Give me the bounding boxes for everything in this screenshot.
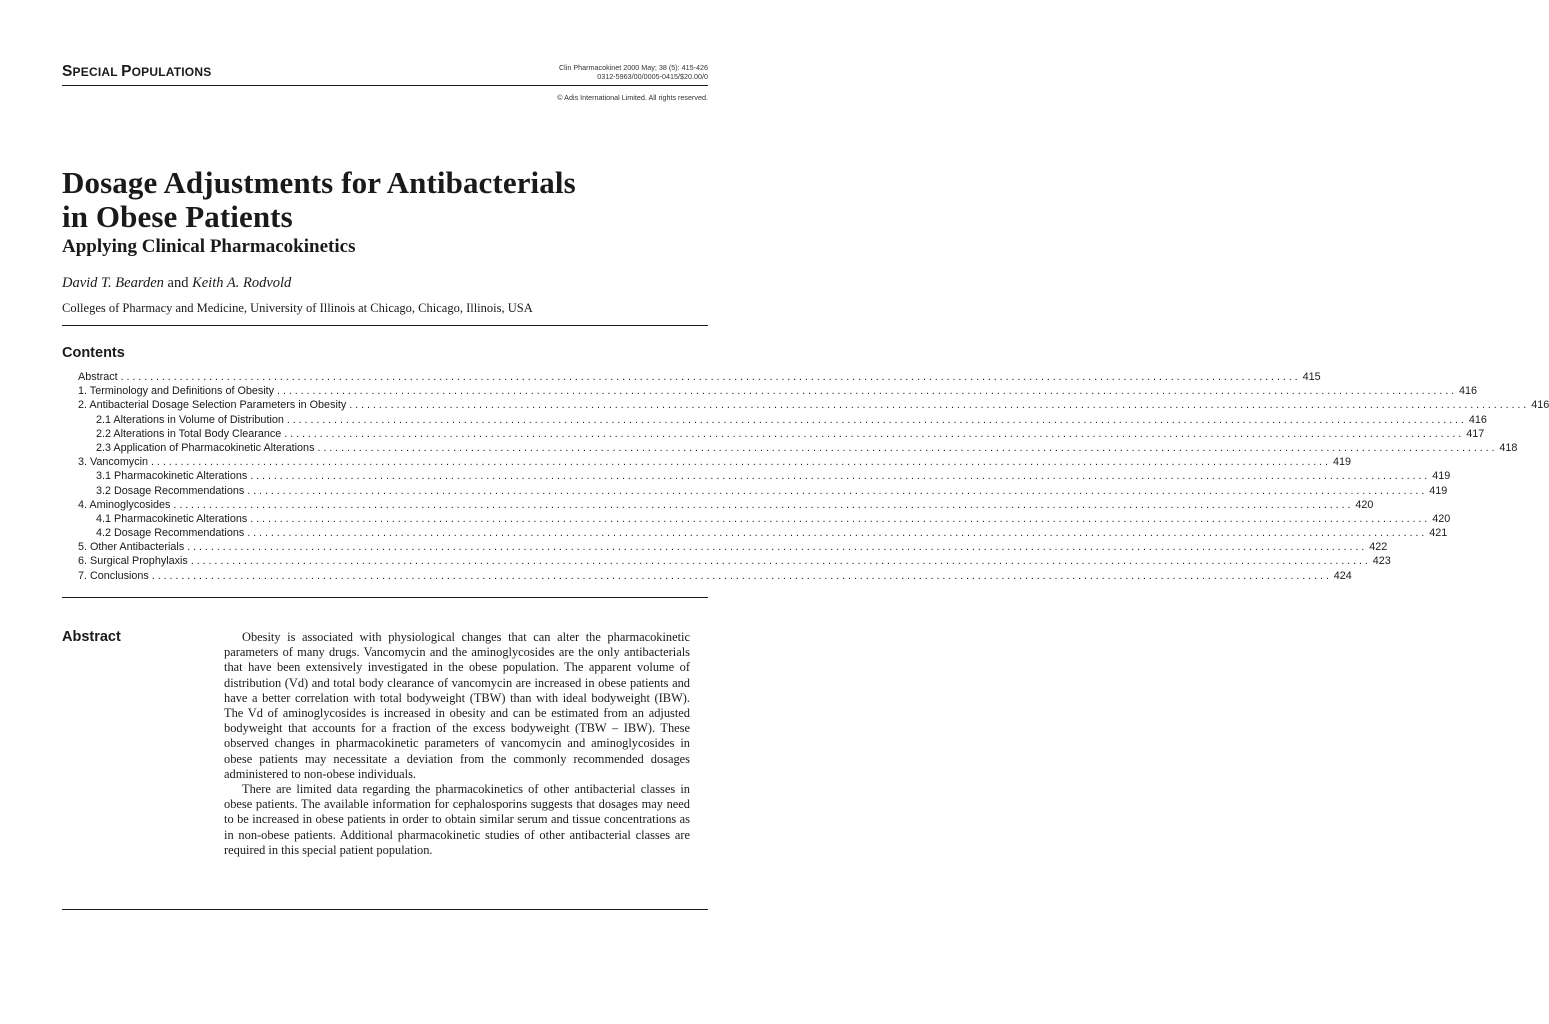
author-line bbox=[62, 275, 291, 292]
toc-page: 421 bbox=[1429, 527, 1448, 540]
abstract-body bbox=[224, 630, 690, 858]
table-of-contents bbox=[78, 370, 1549, 583]
toc-item bbox=[78, 498, 1374, 512]
author-1: David T. Bearden bbox=[62, 275, 164, 291]
toc-leader: ........................................................................................................................................................................................................ bbox=[286, 413, 1467, 426]
toc-page: 416 bbox=[1531, 399, 1549, 412]
toc-leader: ........................................................................................................................................................................................................ bbox=[151, 456, 1331, 469]
copyright-line: © Adis International Limited. All rights reserved. bbox=[557, 93, 708, 102]
header-rule bbox=[62, 85, 708, 86]
journal-section-label bbox=[62, 63, 211, 81]
toc-leader: ........................................................................................................................................................................................................ bbox=[151, 569, 1332, 582]
toc-page: 416 bbox=[1459, 385, 1478, 398]
section-word1-rest: PECIAL bbox=[72, 65, 122, 79]
toc-label: 2.1 Alterations in Volume of Distribution bbox=[96, 413, 284, 426]
abstract-paragraph-2: There are limited data regarding the pharmacokinetics of other antibacterial classes in obese patients. The available information for cephalosporins suggests that dosages may need to be increased in obese patients in order to obtain similar serum and tissue concentrations as in non-obese patients. Additional pharmacokinetic studies of other antibacterial classes are required in this special patient population. bbox=[224, 782, 690, 857]
abstract-paragraph-1: Obesity is associated with physiological changes that can alter the pharmacokinetic parameters of many drugs. Vancomycin and the aminoglycosides are the only antibacterials that have been extensively investigated in the obese population. The apparent volume of distribution (Vd) and total body clearance of vancomycin are increased in obese patients and have a better correlation with total bodyweight (TBW) than with ideal bodyweight (IBW). The Vd of aminoglycosides is increased in obesity and can be estimated from an adjusted bodyweight that accounts for a fraction of the excess bodyweight (TBW – IBW). These observed changes in pharmacokinetic parameters of vancomycin and aminoglycosides in obese patients may necessitate a deviation from the commonly recommended dosages administered to non-obese individuals. bbox=[224, 630, 690, 781]
author-2: Keith A. Rodvold bbox=[192, 275, 292, 291]
toc-item bbox=[78, 540, 1388, 554]
toc-leader: ........................................................................................................................................................................................................ bbox=[120, 371, 1301, 383]
toc-leader: ........................................................................................................................................................................................................ bbox=[247, 484, 1428, 497]
toc-item bbox=[78, 554, 1391, 568]
toc-leader: ........................................................................................................................................................................................................ bbox=[277, 385, 1457, 398]
citation-block bbox=[559, 63, 708, 81]
toc-label: 3. Vancomycin bbox=[78, 456, 149, 469]
toc-subitem bbox=[78, 427, 1485, 441]
toc-leader: ........................................................................................................................................................................................................ bbox=[349, 399, 1530, 412]
toc-label: 2.2 Alterations in Total Body Clearance bbox=[96, 427, 282, 440]
toc-page: 424 bbox=[1333, 569, 1352, 582]
toc-subitem bbox=[78, 512, 1451, 526]
toc-subitem bbox=[78, 484, 1448, 498]
toc-item bbox=[78, 370, 1321, 384]
title-line-2: in Obese Patients bbox=[62, 199, 293, 234]
section-word2-rest: OPULATIONS bbox=[131, 65, 212, 79]
toc-label: 2. Antibacterial Dosage Selection Parameters in Obesity bbox=[78, 399, 347, 412]
author-join: and bbox=[167, 275, 189, 291]
toc-label: 1. Terminology and Definitions of Obesity bbox=[78, 385, 275, 398]
title-line-1: Dosage Adjustments for Antibacterials bbox=[62, 165, 576, 200]
toc-page: 418 bbox=[1499, 441, 1518, 454]
toc-page: 419 bbox=[1432, 470, 1451, 483]
contents-top-rule bbox=[62, 325, 708, 326]
toc-subitem bbox=[78, 441, 1518, 455]
article-subtitle: Applying Clinical Pharmacokinetics bbox=[62, 236, 356, 257]
toc-page: 423 bbox=[1372, 555, 1391, 568]
toc-leader: ........................................................................................................................................................................................................ bbox=[247, 527, 1428, 540]
toc-label: 3.2 Dosage Recommendations bbox=[96, 484, 245, 497]
toc-label: Abstract bbox=[78, 371, 118, 383]
toc-page: 416 bbox=[1468, 413, 1487, 426]
toc-leader: ........................................................................................................................................................................................................ bbox=[173, 498, 1354, 511]
toc-page: 415 bbox=[1302, 371, 1321, 383]
toc-item bbox=[78, 398, 1549, 412]
affiliation: Colleges of Pharmacy and Medicine, University of Illinois at Chicago, Chicago, Illinois, USA bbox=[62, 301, 533, 315]
toc-subitem bbox=[78, 413, 1487, 427]
toc-leader: ........................................................................................................................................................................................................ bbox=[187, 541, 1368, 554]
toc-label: 6. Surgical Prophylaxis bbox=[78, 555, 188, 568]
abstract-heading: Abstract bbox=[62, 629, 121, 645]
toc-page: 417 bbox=[1466, 427, 1485, 440]
toc-page: 419 bbox=[1429, 484, 1448, 497]
toc-leader: ........................................................................................................................................................................................................ bbox=[317, 441, 1498, 454]
toc-label: 4.2 Dosage Recommendations bbox=[96, 527, 245, 540]
toc-page: 420 bbox=[1432, 512, 1451, 525]
toc-page: 419 bbox=[1332, 456, 1351, 469]
toc-label: 3.1 Pharmacokinetic Alterations bbox=[96, 470, 248, 483]
toc-label: 5. Other Antibacterials bbox=[78, 541, 185, 554]
toc-item bbox=[78, 569, 1352, 583]
toc-subitem bbox=[78, 469, 1451, 483]
toc-label: 4. Aminoglycosides bbox=[78, 498, 171, 511]
abstract-bottom-rule bbox=[62, 909, 708, 910]
toc-item bbox=[78, 455, 1351, 469]
citation-line: Clin Pharmacokinet 2000 May; 38 (5): 415-426 bbox=[558, 63, 708, 72]
toc-leader: ........................................................................................................................................................................................................ bbox=[250, 512, 1431, 525]
toc-label: 2.3 Application of Pharmacokinetic Alterations bbox=[96, 441, 315, 454]
contents-bottom-rule bbox=[62, 597, 708, 598]
toc-page: 422 bbox=[1369, 541, 1388, 554]
toc-leader: ........................................................................................................................................................................................................ bbox=[250, 470, 1431, 483]
toc-label: 7. Conclusions bbox=[78, 569, 149, 582]
section-initial-p: P bbox=[121, 63, 132, 80]
toc-page: 420 bbox=[1355, 498, 1374, 511]
toc-item bbox=[78, 384, 1478, 398]
article-title bbox=[62, 166, 576, 234]
contents-heading: Contents bbox=[62, 345, 125, 361]
issn-line: 0312-5963/00/0005-0415/$20.00/0 bbox=[597, 72, 708, 81]
section-initial-s: S bbox=[62, 63, 73, 80]
toc-leader: ........................................................................................................................................................................................................ bbox=[190, 555, 1371, 568]
toc-subitem bbox=[78, 526, 1448, 540]
toc-label: 4.1 Pharmacokinetic Alterations bbox=[96, 512, 248, 525]
toc-leader: ........................................................................................................................................................................................................ bbox=[284, 427, 1465, 440]
